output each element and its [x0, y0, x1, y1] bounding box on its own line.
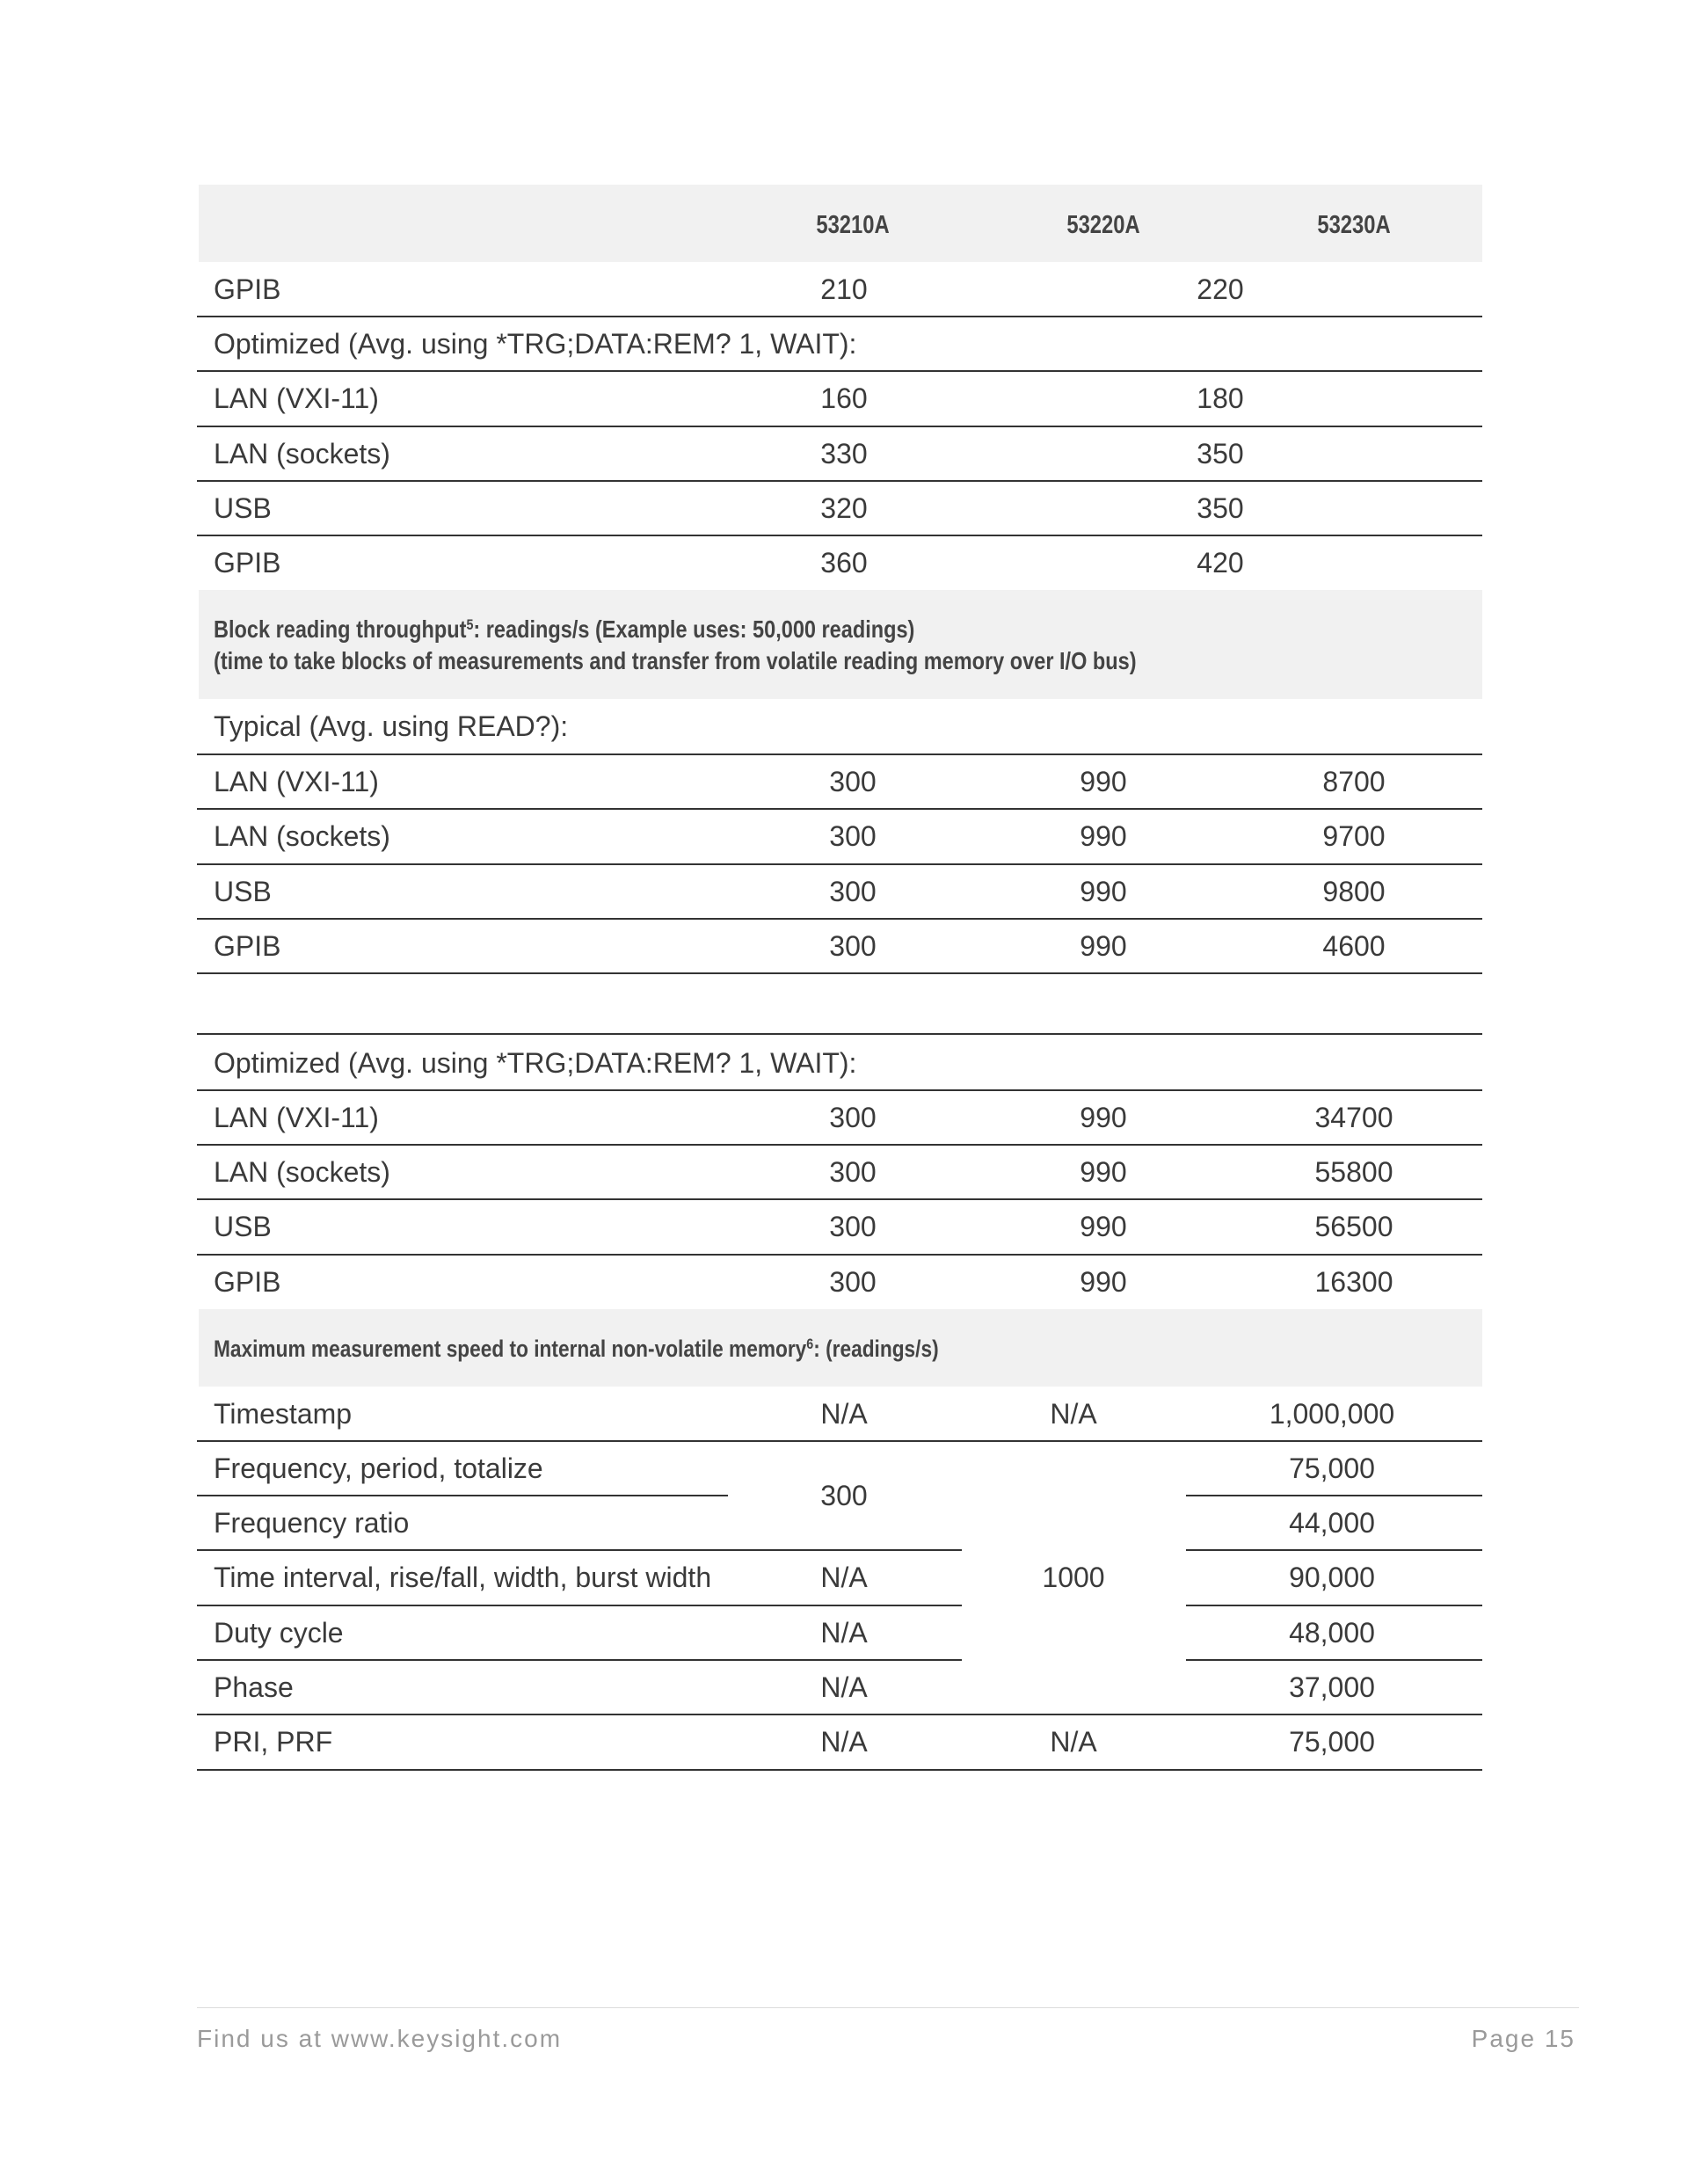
section-title: Maximum measurement speed to internal non-volatile memory$^6$: (readings/s)	[214, 1336, 939, 1362]
value-53230a: 34700	[1314, 1102, 1393, 1133]
row-divider	[197, 863, 1482, 865]
row-divider	[1186, 1605, 1482, 1606]
value-53220a: 990	[1080, 1266, 1127, 1298]
value-53230a: 16300	[1314, 1266, 1393, 1298]
row-label: LAN (VXI-11)	[214, 1102, 379, 1133]
row-label: Frequency, period, totalize	[214, 1452, 543, 1484]
row-label: GPIB	[214, 930, 281, 962]
value-53210a: N/A	[820, 1398, 868, 1430]
row-divider	[197, 1769, 1482, 1771]
value-53210a: N/A	[820, 1562, 868, 1593]
row-label: Duty cycle	[214, 1617, 344, 1649]
row-label: LAN (sockets)	[214, 820, 390, 852]
column-header-53230a: 53230A	[1317, 211, 1391, 239]
row-divider	[197, 1144, 1482, 1146]
value-53210a: N/A	[820, 1671, 868, 1703]
value-53220a: 990	[1080, 766, 1127, 797]
merged-value-53220a: 1000	[1042, 1562, 1105, 1593]
row-label: GPIB	[214, 547, 281, 579]
row-label: LAN (VXI-11)	[214, 766, 379, 797]
value-53210a: 300	[829, 1156, 877, 1188]
value-53230a: 56500	[1314, 1211, 1393, 1242]
value-53230a: 4600	[1322, 930, 1386, 962]
value-53230a: 48,000	[1289, 1617, 1375, 1649]
row-label: Time interval, rise/fall, width, burst width	[214, 1562, 712, 1593]
value-53220a: N/A	[1050, 1726, 1097, 1758]
footnote-marker: 6	[806, 1336, 814, 1352]
section-title-line1: Block reading throughput$^5$: readings/s (Example uses: 50,000 readings)	[214, 615, 915, 643]
value-53230a: 75,000	[1289, 1452, 1375, 1484]
row-divider	[1186, 1495, 1482, 1496]
row-divider	[197, 808, 1482, 810]
row-divider	[197, 1549, 962, 1551]
value-53220a-53230a: 350	[1197, 438, 1244, 470]
value-53230a: 9800	[1322, 876, 1386, 907]
row-label: USB	[214, 876, 272, 907]
value-53220a: 990	[1080, 1211, 1127, 1242]
value-53210a: 300	[829, 766, 877, 797]
row-divider	[197, 1254, 1482, 1256]
value-53210a: 360	[820, 547, 868, 579]
merged-value-53210a: 300	[820, 1480, 868, 1511]
value-53220a: N/A	[1050, 1398, 1097, 1430]
row-divider	[197, 316, 1482, 317]
value-53210a: N/A	[820, 1617, 868, 1649]
value-53210a: 320	[820, 492, 868, 524]
row-divider	[197, 1440, 1482, 1442]
subsection-label-optimized: Optimized (Avg. using *TRG;DATA:REM? 1, WAIT):	[214, 1047, 857, 1079]
row-divider	[197, 535, 1482, 536]
value-53230a: 44,000	[1289, 1507, 1375, 1539]
value-53220a: 990	[1080, 930, 1127, 962]
row-label: GPIB	[214, 273, 281, 305]
value-53210a: 300	[829, 1211, 877, 1242]
row-divider	[1186, 1659, 1482, 1661]
column-header-53210a: 53210A	[816, 211, 890, 239]
value-53230a: 90,000	[1289, 1562, 1375, 1593]
row-divider	[197, 1495, 728, 1496]
row-divider	[197, 1089, 1482, 1091]
value-53230a: 37,000	[1289, 1671, 1375, 1703]
value-53230a: 55800	[1314, 1156, 1393, 1188]
row-label: LAN (sockets)	[214, 438, 390, 470]
row-divider	[197, 972, 1482, 974]
section-title-line2: (time to take blocks of measurements and transfer from volatile reading memory over I/O bus)	[214, 647, 1137, 674]
value-53210a: 330	[820, 438, 868, 470]
column-header-53220a: 53220A	[1066, 211, 1140, 239]
row-divider	[197, 370, 1482, 372]
value-53220a: 990	[1080, 1102, 1127, 1133]
value-53220a-53230a: 350	[1197, 492, 1244, 524]
row-label: USB	[214, 1211, 272, 1242]
row-label: PRI, PRF	[214, 1726, 333, 1758]
footer-page-number: Page 15	[1471, 2025, 1575, 2052]
row-label: USB	[214, 492, 272, 524]
row-divider	[197, 918, 1482, 920]
row-divider	[197, 1198, 1482, 1200]
value-53210a: 160	[820, 382, 868, 414]
row-divider	[197, 426, 1482, 427]
row-label: LAN (sockets)	[214, 1156, 390, 1188]
row-divider	[197, 1033, 1482, 1035]
value-53220a: 990	[1080, 1156, 1127, 1188]
value-53230a: 1,000,000	[1269, 1398, 1395, 1430]
row-label: Frequency ratio	[214, 1507, 410, 1539]
row-divider	[197, 1605, 962, 1606]
value-53230a: 8700	[1322, 766, 1386, 797]
row-label: Timestamp	[214, 1398, 353, 1430]
value-53210a: 300	[829, 876, 877, 907]
value-53220a-53230a: 220	[1197, 273, 1244, 305]
value-53220a: 990	[1080, 876, 1127, 907]
value-53220a-53230a: 420	[1197, 547, 1244, 579]
value-53210a: 210	[820, 273, 868, 305]
value-53210a: 300	[829, 1102, 877, 1133]
value-53230a: 75,000	[1289, 1726, 1375, 1758]
footer-website: Find us at www.keysight.com	[197, 2025, 563, 2052]
value-53220a-53230a: 180	[1197, 382, 1244, 414]
subsection-label: Optimized (Avg. using *TRG;DATA:REM? 1, WAIT):	[214, 328, 857, 360]
row-divider	[197, 480, 1482, 482]
value-53230a: 9700	[1322, 820, 1386, 852]
subsection-label-typical: Typical (Avg. using READ?):	[214, 710, 569, 742]
row-divider	[197, 1659, 962, 1661]
value-53210a: 300	[829, 930, 877, 962]
row-divider	[197, 1714, 1482, 1715]
row-label: LAN (VXI-11)	[214, 382, 379, 414]
value-53210a: 300	[829, 1266, 877, 1298]
value-53210a: N/A	[820, 1726, 868, 1758]
footnote-marker: 5	[466, 616, 474, 633]
row-divider	[1186, 1549, 1482, 1551]
value-53220a: 990	[1080, 820, 1127, 852]
row-divider	[197, 753, 1482, 755]
row-label: GPIB	[214, 1266, 281, 1298]
footer-divider	[197, 2007, 1579, 2008]
row-label: Phase	[214, 1671, 294, 1703]
value-53210a: 300	[829, 820, 877, 852]
